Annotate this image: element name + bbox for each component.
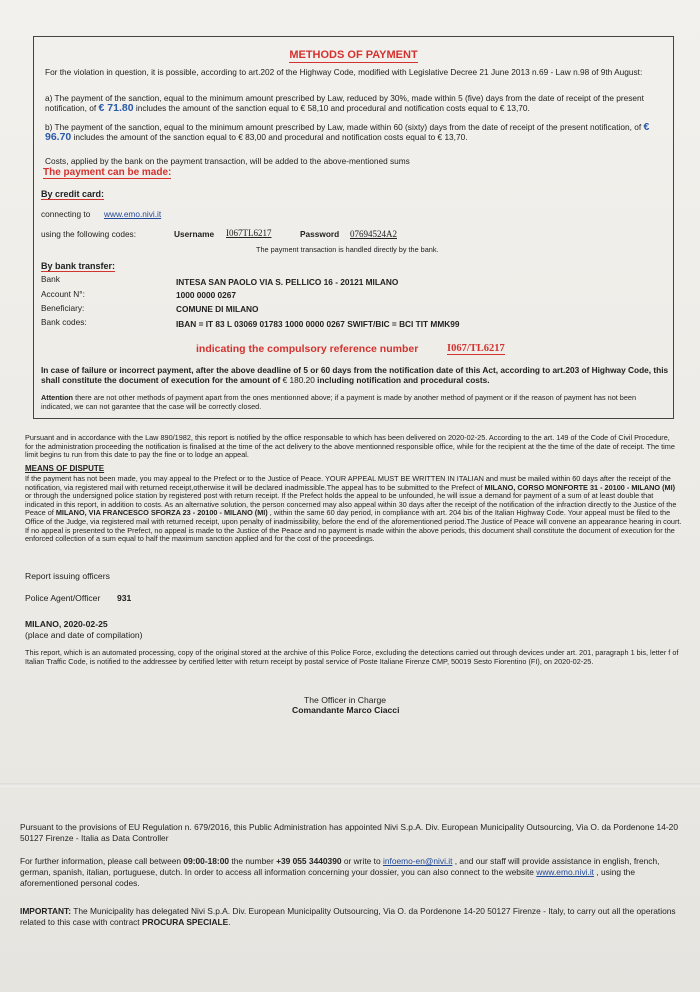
username-value: I067TL6217	[226, 228, 272, 238]
paper-fold	[0, 783, 700, 787]
reference-number: I067/TL6217	[447, 343, 505, 354]
failure-notice	[41, 365, 669, 385]
costs-note: Costs, applied by the bank on the payment transaction, will be added to the above-mentioned sums	[45, 156, 410, 166]
agent-number: 931	[117, 593, 132, 603]
password-value: 07694524A2	[350, 229, 397, 239]
officers-label: Report issuing officers	[25, 571, 110, 581]
bank-codes-row-label: Bank codes:	[41, 317, 87, 327]
officer-name: Comandante Marco Ciacci	[292, 705, 400, 715]
credit-card-heading: By credit card:	[41, 189, 105, 199]
contact-info	[20, 856, 682, 889]
contact-text-3: or write to	[343, 856, 381, 866]
payment-can-be-made: The payment can be made:	[43, 167, 172, 178]
contact-email-link[interactable]: infoemo-en@nivi.it	[382, 856, 453, 866]
bank-codes-row-value: IBAN = IT 83 L 03069 01783 1000 0000 0267 SWIFT/BIC = BCI TIT MMK99	[176, 319, 460, 329]
account-row-value: 1000 0000 0267	[176, 290, 236, 300]
agent-label: Police Agent/Officer	[25, 593, 101, 603]
intro-text: For the violation in question, it is possible, according to art.202 of the Highway Code, modified with Legislative Decree 21 June 2013 n.69 - Law n.98 of 9th August:	[45, 67, 643, 77]
officer-title: The Officer in Charge	[304, 695, 386, 705]
prefect-address: MILANO, CORSO MONFORTE 31 - 20100 - MILANO (MI)	[484, 482, 676, 492]
contact-text-4: , and our staff will provide assistance in english, french, german, spanish, italian, portuguese, dutch. In order to access all information concerning your dossier, you can also connect to the website	[20, 856, 660, 877]
option-a	[45, 93, 670, 113]
important-text: The Municipality has delegated Nivi S.p.A. Div. European Municipality Outsourcing, Via O. da Pordenone 14-20 50127 Firenze - Italy, to carry out all the operations related to this case with contract	[20, 906, 676, 927]
option-a-amount: € 71.80	[98, 102, 134, 114]
contact-hours: 09:00-18:00	[183, 856, 230, 866]
important-end: .	[228, 917, 231, 927]
justice-address: MILANO, VIA FRANCESCO SFORZA 23 - 20100 - MILANO (MI)	[55, 508, 268, 518]
dispute-paragraph	[25, 475, 682, 544]
bank-row-label: Bank	[41, 274, 60, 284]
option-b-details: includes the amount of the sanction equal to € 83,00 and procedural and notification costs equal to € 13,70.	[73, 132, 468, 142]
option-a-details: includes the amount of the sanction equal to € 58,10 and procedural and notification costs equal to € 13,70.	[135, 103, 530, 113]
important-label: IMPORTANT:	[20, 906, 72, 916]
place-date: MILANO, 2020-02-25	[25, 619, 108, 629]
beneficiary-row-label: Beneficiary:	[41, 303, 85, 313]
bank-row-value: INTESA SAN PAOLO VIA S. PELLICO 16 - 20121 MILANO	[176, 277, 399, 287]
failure-text: In case of failure or incorrect payment, after the above deadline of 5 or 60 days from the notification date of this Act, according to art.203 of Highway Code, this shall constitute the document of execution for the amount of	[41, 365, 669, 385]
reference-label: indicating the compulsory reference number	[196, 343, 419, 355]
dispute-text-1: If the payment has not been made, you may appeal to the Prefect or to the Justice of Peace. YOUR APPEAL MUST BE WRITTEN IN ITALIAN and must be mailed within 60 days after the receipt of the notification, via registered mail with returned receipt,otherwise it will be declared inadmissible.The appeal has to be submitted to the Prefect of	[25, 474, 671, 492]
methods-of-payment-box	[33, 36, 674, 419]
dispute-text-3: , within the same 60 day period, in compliance with art. 204 bis of the Italian Highway Code. Your appeal must be filed to the Office of the Judge, via registered mail with returned receipt, upon penalty of inadmissibility, before the end of the aforementioned period.The Justice of Peace will convene an appearance hearing in court. If no appeal is presented to the Prefect, no appeal is made to the Justice of the Peace and no payment is made within the above periods, this document shall constitute the document of execution for the enforced collection of a sum equal to half the maximum sanction applied and for the cost of the proceedings.	[25, 508, 682, 544]
gdpr-note: Pursuant to the provisions of EU Regulation n. 679/2016, this Public Administration has appointed Nivi S.p.A. Div. European Municipality Outsourcing, Via O. da Pordenone 14-20 50127 Firenze - Italia as Data Controller	[20, 822, 678, 843]
dispute-text-2: or through the undersigned police station by registered post with return receipt. If the Prefect holds the appeal to be unfounded, he will issue a demand for payment of a sum of at least double that indicated in this report, in addition to costs. As an alternative solution, the person concerned may also appeal within 30 days after the receipt of the notification of the infraction directly to the Justice of the Peace of	[25, 491, 677, 518]
section-title: METHODS OF PAYMENT	[289, 49, 418, 61]
contact-text-1: For further information, please call between	[20, 856, 182, 866]
option-a-text: a) The payment of the sanction, equal to the minimum amount prescribed by Law, reduced by 30%, made within 5 (five) days from the date of receipt of the present notification, of	[45, 93, 644, 113]
connecting-to-label: connecting to	[41, 209, 91, 219]
bank-transfer-heading: By bank transfer:	[41, 261, 116, 271]
contact-phone: +39 055 3440390	[276, 856, 342, 866]
important-note	[20, 906, 682, 928]
contact-text-2: the number	[231, 856, 274, 866]
account-row-label: Account N°:	[41, 289, 85, 299]
notification-paragraph: Pursuant and in accordance with the Law 890/1982, this report is notified by the office responsable to which has been delivered on 2020-02-25. According to the art. 149 of the Code of Civil Procedure, for the administration proceeding the notification is finalised at the time of the act delivery to the above mentionned responsible office, while for the recipient at the the time of the date of receipt. The time limit begins tu run from this date to pay the fine or to lodge an appeal.	[25, 433, 675, 460]
beneficiary-row-value: COMUNE DI MILANO	[176, 304, 259, 314]
option-b-text: b) The payment of the sanction, equal to the minimum amount prescribed by Law, made within 60 (sixty) days from the date of receipt of the present notification, of	[45, 122, 642, 132]
contact-text-5: , using the aforementioned personal codes.	[20, 867, 635, 888]
option-b	[45, 122, 670, 142]
password-label: Password	[300, 229, 340, 239]
option-b-amount: € 96.70	[45, 121, 650, 143]
attention-note	[41, 393, 669, 411]
dispute-heading: MEANS OF DISPUTE	[25, 464, 105, 473]
username-label: Username	[174, 229, 215, 239]
place-date-caption: (place and date of compilation)	[25, 630, 143, 640]
emo-website-link[interactable]: www.emo.nivi.it	[104, 209, 162, 219]
handled-note: The payment transaction is handled directly by the bank.	[256, 245, 439, 254]
attention-text: there are not other methods of payment apart from the ones mentionned above; if a payment is made by another method of payment or if the reason of payment has not been indicated, we can not garantee that the case will be correctly closed.	[41, 393, 637, 411]
automated-processing-note: This report, which is an automated processing, copy of the original stored at the archive of this Police Force, excluding the detections carried out through devices under art. 201, paragraph 1 bis, letter f of Italian Traffic Code, is notified to the addressee by certified letter with return receipt by postal service of Poste Italiane Firenze CMP, 50019 Sesto Fiorentino (FI), on 2020-02-25.	[25, 648, 679, 666]
failure-amount: € 180.20	[282, 375, 315, 385]
codes-label: using the following codes:	[41, 229, 137, 239]
contract-name: PROCURA SPECIALE	[141, 917, 229, 927]
failure-text-end: including notification and procedural costs.	[317, 375, 490, 385]
attention-label: Attention	[41, 393, 74, 402]
footer-website-link[interactable]: www.emo.nivi.it	[536, 867, 595, 877]
